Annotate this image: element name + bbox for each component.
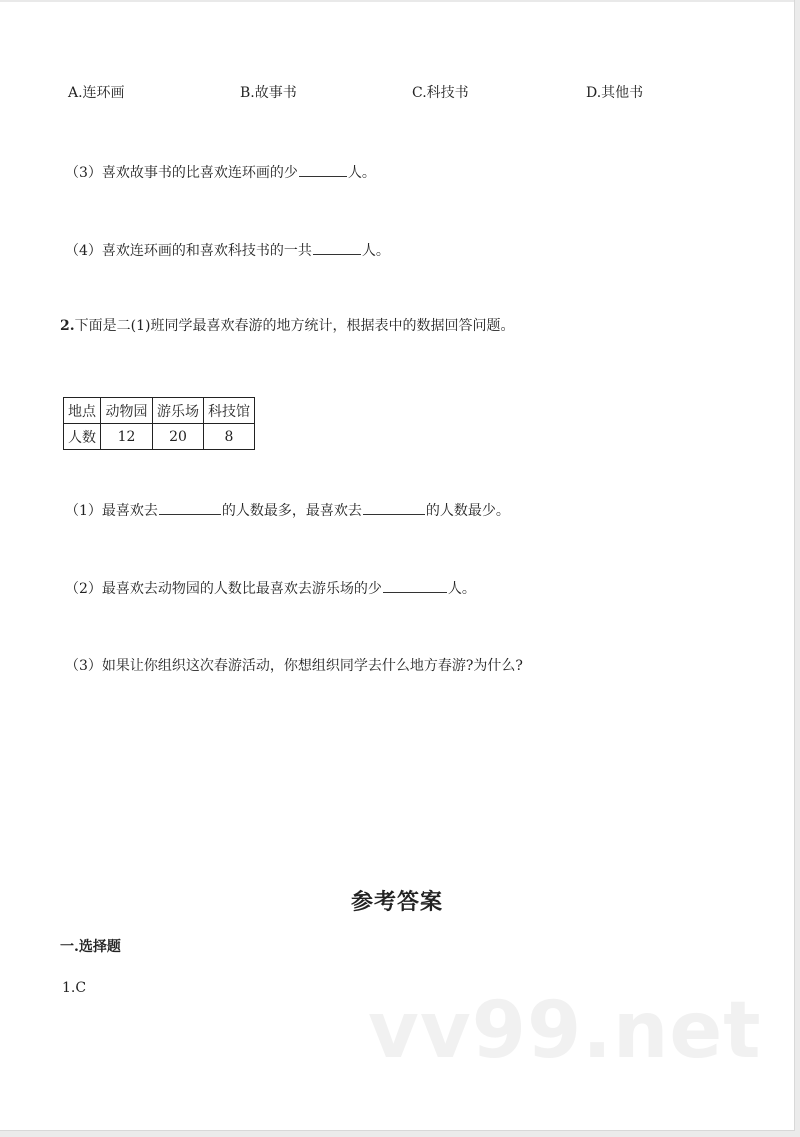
option-d: D.其他书 bbox=[586, 85, 644, 101]
q2-sub2 bbox=[65, 578, 476, 599]
answers-section-title: 一.选择题 bbox=[60, 939, 121, 955]
q2-sub3: （3）如果让你组织这次春游活动，你想组织同学去什么地方春游?为什么? bbox=[65, 658, 523, 674]
q2-sub1-blank-least[interactable] bbox=[363, 500, 425, 515]
watermark: vv99.net bbox=[368, 986, 762, 1076]
table-cell-count-3: 8 bbox=[204, 424, 255, 450]
table-row-label: 人数 bbox=[64, 424, 101, 450]
q2-sub2-unit: 人。 bbox=[447, 581, 476, 597]
answer-item-1: 1.C bbox=[62, 980, 87, 996]
table-cell-place-1: 动物园 bbox=[101, 398, 153, 424]
option-b: B.故事书 bbox=[240, 85, 297, 101]
q2-sub2-text: （2）最喜欢去动物园的人数比最喜欢去游乐场的少 bbox=[65, 581, 382, 597]
q1-sub3-unit: 人。 bbox=[347, 165, 376, 181]
answers-title: 参考答案 bbox=[350, 889, 443, 915]
table-row-counts bbox=[64, 424, 255, 450]
q2-prompt bbox=[60, 316, 514, 336]
q1-sub4-text: （4）喜欢连环画的和喜欢科技书的一共 bbox=[65, 243, 312, 259]
q1-sub3-text: （3）喜欢故事书的比喜欢连环画的少 bbox=[65, 165, 298, 181]
q1-sub4-unit: 人。 bbox=[361, 243, 390, 259]
q2-sub1-blank-most[interactable] bbox=[159, 500, 221, 515]
table-header-label: 地点 bbox=[64, 398, 101, 424]
places-table bbox=[63, 397, 255, 450]
q1-sub4 bbox=[65, 240, 390, 261]
table-cell-place-2: 游乐场 bbox=[153, 398, 204, 424]
table-cell-count-2: 20 bbox=[153, 424, 204, 450]
q2-prompt-text: 下面是二(1)班同学最喜欢春游的地方统计，根据表中的数据回答问题。 bbox=[74, 318, 515, 334]
option-a: A.连环画 bbox=[68, 85, 125, 101]
q2-sub1-text-b: 的人数最多，最喜欢去 bbox=[221, 503, 362, 519]
q1-sub3-blank[interactable] bbox=[299, 162, 347, 177]
q1-sub3 bbox=[65, 162, 376, 183]
q2-sub2-blank[interactable] bbox=[383, 578, 447, 593]
q2-number: 2. bbox=[60, 318, 75, 334]
q2-sub1-text-c: 的人数最少。 bbox=[425, 503, 510, 519]
table-cell-count-1: 12 bbox=[101, 424, 153, 450]
q1-sub4-blank[interactable] bbox=[313, 240, 361, 255]
page-top-rule bbox=[0, 0, 794, 2]
option-c: C.科技书 bbox=[412, 85, 469, 101]
q2-sub1 bbox=[65, 500, 510, 521]
table-row-places bbox=[64, 398, 255, 424]
table-cell-place-3: 科技馆 bbox=[204, 398, 255, 424]
q2-sub1-text-a: （1）最喜欢去 bbox=[65, 503, 158, 519]
